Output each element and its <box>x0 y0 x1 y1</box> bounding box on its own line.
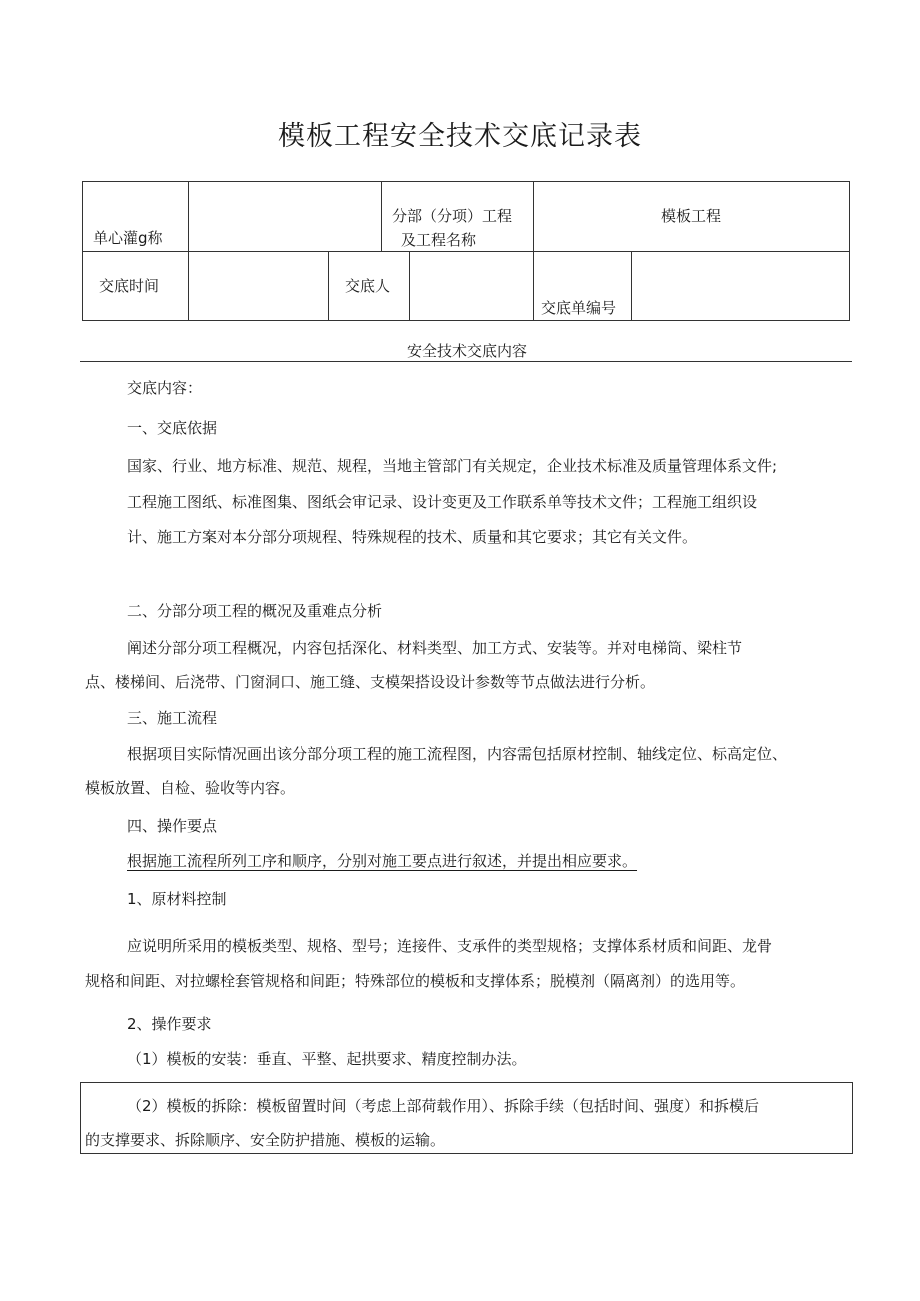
table-divider <box>328 251 329 321</box>
number-label: 交底单编号 <box>541 299 617 317</box>
section-title: 安全技术交底内容 <box>406 342 527 360</box>
unit-name-label: 单心灌g称 <box>93 229 163 247</box>
paragraph-line: 应说明所采用的模板类型、规格、型号；连接件、支承件的类型规格；支撑体系材质和间距、龙骨 <box>127 937 773 955</box>
list-item: （1）模板的安装：垂直、平整、起拱要求、精度控制办法。 <box>127 1050 527 1068</box>
paragraph-line: 阐述分部分项工程概况，内容包括深化、材料类型、加工方式、安装等。并对电梯筒、梁柱节 <box>127 639 743 657</box>
subheading-1: 1、原材料控制 <box>127 890 227 908</box>
paragraph-line: 规格和间距、对拉螺栓套管规格和间距；特殊部位的模板和支撑体系；脱模剂（隔离剂）的选用等。 <box>85 972 746 990</box>
paragraph-line: 国家、行业、地方标准、规范、规程，当地主管部门有关规定，企业技术标准及质量管理体系文件; <box>127 457 778 475</box>
table-divider <box>188 251 189 321</box>
table-divider <box>631 251 632 321</box>
page-title: 模板工程安全技术交底记录表 <box>278 121 642 152</box>
table-divider <box>409 251 410 321</box>
table-divider <box>381 182 382 251</box>
heading-3: 三、施工流程 <box>127 709 218 727</box>
paragraph-line: 的支撑要求、拆除顺序、安全防护措施、模板的运输。 <box>85 1131 446 1149</box>
paragraph-line: 根据项目实际情况画出该分部分项工程的施工流程图，内容需包括原材控制、轴线定位、标高定位、 <box>127 745 788 763</box>
table-divider <box>533 251 534 321</box>
header-table <box>82 181 850 321</box>
paragraph-line: 工程施工图纸、标准图集、图纸会审记录、设计变更及工作联系单等技术文件；工程施工组织设 <box>127 493 758 511</box>
section-rule <box>80 361 852 362</box>
subproject-value[interactable]: 模板工程 <box>660 207 721 225</box>
paragraph-line: （2）模板的拆除：模板留置时间（考虑上部荷载作用）、拆除手续（包括时间、强度）和拆模后 <box>127 1097 760 1115</box>
paragraph-line-underlined: 根据施工流程所列工序和顺序，分别对施工要点进行叙述，并提出相应要求。 <box>127 852 638 870</box>
paragraph-line: 点、楼梯间、后浇带、门窗洞口、施工缝、支模架搭设设计参数等节点做法进行分析。 <box>85 673 656 691</box>
subproject-label-line1: 分部（分项）工程 <box>392 207 513 225</box>
table-divider <box>83 251 849 252</box>
heading-4: 四、操作要点 <box>127 817 218 835</box>
heading-1: 一、交底依据 <box>127 419 218 437</box>
table-divider <box>188 182 189 251</box>
subheading-2: 2、操作要求 <box>127 1015 212 1033</box>
person-label: 交底人 <box>345 277 391 295</box>
paragraph-line: 模板放置、自检、验收等内容。 <box>85 779 296 797</box>
paragraph-line: 计、施工方案对本分部分项规程、特殊规程的技术、质量和其它要求；其它有关文件。 <box>127 528 698 546</box>
content-intro: 交底内容： <box>127 379 203 397</box>
heading-2: 二、分部分项工程的概况及重难点分析 <box>127 602 383 620</box>
subproject-label-line2: 及工程名称 <box>401 231 477 249</box>
time-label: 交底时间 <box>99 277 160 295</box>
